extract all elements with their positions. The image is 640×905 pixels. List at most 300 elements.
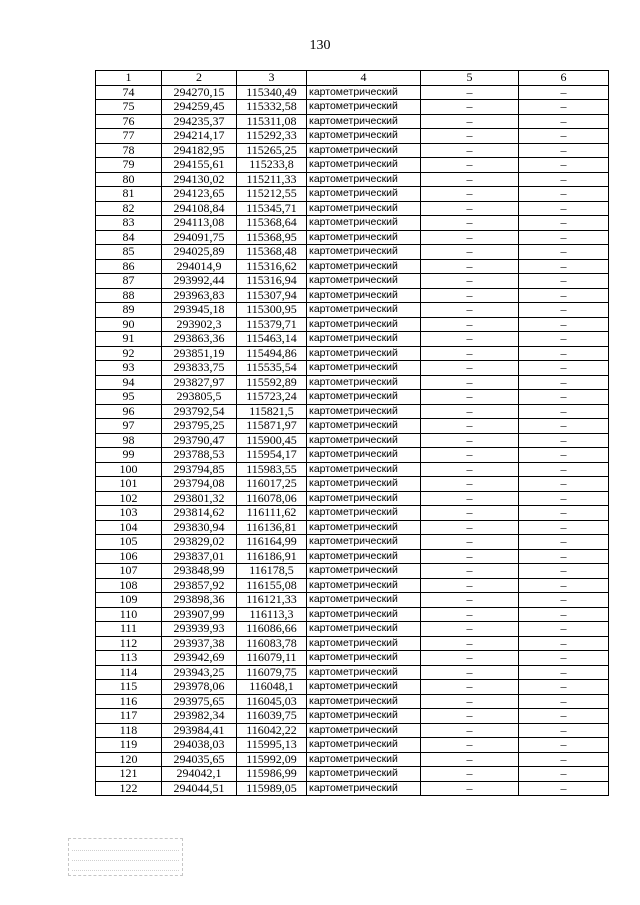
point-number-cell: 78 bbox=[96, 143, 162, 158]
method-cell: картометрический bbox=[307, 288, 421, 303]
col5-cell: – bbox=[421, 578, 519, 593]
col6-cell: – bbox=[519, 709, 609, 724]
x-coordinate-cell: 293978,06 bbox=[162, 680, 237, 695]
x-coordinate-cell: 294214,17 bbox=[162, 129, 237, 144]
y-coordinate-cell: 115340,49 bbox=[237, 85, 307, 100]
point-number-cell: 107 bbox=[96, 564, 162, 579]
table-row bbox=[96, 694, 609, 709]
col6-cell: – bbox=[519, 477, 609, 492]
y-coordinate-cell: 115316,94 bbox=[237, 274, 307, 289]
x-coordinate-cell: 294155,61 bbox=[162, 158, 237, 173]
y-coordinate-cell: 116042,22 bbox=[237, 723, 307, 738]
method-cell: картометрический bbox=[307, 448, 421, 463]
x-coordinate-cell: 294130,02 bbox=[162, 172, 237, 187]
col6-cell: – bbox=[519, 419, 609, 434]
table-row bbox=[96, 201, 609, 216]
x-coordinate-cell: 293794,85 bbox=[162, 462, 237, 477]
y-coordinate-cell: 115368,64 bbox=[237, 216, 307, 231]
method-cell: картометрический bbox=[307, 332, 421, 347]
x-coordinate-cell: 293945,18 bbox=[162, 303, 237, 318]
col5-cell: – bbox=[421, 448, 519, 463]
point-number-cell: 113 bbox=[96, 651, 162, 666]
method-cell: картометрический bbox=[307, 404, 421, 419]
table-row bbox=[96, 665, 609, 680]
x-coordinate-cell: 293830,94 bbox=[162, 520, 237, 535]
col5-cell: – bbox=[421, 375, 519, 390]
column-header-5: 5 bbox=[421, 71, 519, 86]
point-number-cell: 77 bbox=[96, 129, 162, 144]
x-coordinate-cell: 293898,36 bbox=[162, 593, 237, 608]
table-row bbox=[96, 535, 609, 550]
table-row bbox=[96, 448, 609, 463]
table-row bbox=[96, 100, 609, 115]
table-row bbox=[96, 375, 609, 390]
y-coordinate-cell: 115989,05 bbox=[237, 781, 307, 796]
y-coordinate-cell: 115233,8 bbox=[237, 158, 307, 173]
method-cell: картометрический bbox=[307, 767, 421, 782]
table-row bbox=[96, 390, 609, 405]
y-coordinate-cell: 116186,91 bbox=[237, 549, 307, 564]
y-coordinate-cell: 115821,5 bbox=[237, 404, 307, 419]
col5-cell: – bbox=[421, 752, 519, 767]
method-cell: картометрический bbox=[307, 578, 421, 593]
method-cell: картометрический bbox=[307, 665, 421, 680]
col5-cell: – bbox=[421, 129, 519, 144]
table-row bbox=[96, 332, 609, 347]
y-coordinate-cell: 115212,55 bbox=[237, 187, 307, 202]
x-coordinate-cell: 293984,41 bbox=[162, 723, 237, 738]
col5-cell: – bbox=[421, 245, 519, 260]
y-coordinate-cell: 116078,06 bbox=[237, 491, 307, 506]
col5-cell: – bbox=[421, 767, 519, 782]
y-coordinate-cell: 116164,99 bbox=[237, 535, 307, 550]
column-header-6: 6 bbox=[519, 71, 609, 86]
column-header-2: 2 bbox=[162, 71, 237, 86]
x-coordinate-cell: 293837,01 bbox=[162, 549, 237, 564]
col5-cell: – bbox=[421, 85, 519, 100]
col5-cell: – bbox=[421, 419, 519, 434]
table-row bbox=[96, 259, 609, 274]
table-row bbox=[96, 767, 609, 782]
point-number-cell: 89 bbox=[96, 303, 162, 318]
col5-cell: – bbox=[421, 332, 519, 347]
method-cell: картометрический bbox=[307, 346, 421, 361]
col6-cell: – bbox=[519, 491, 609, 506]
table-row bbox=[96, 419, 609, 434]
col5-cell: – bbox=[421, 100, 519, 115]
point-number-cell: 114 bbox=[96, 665, 162, 680]
col5-cell: – bbox=[421, 361, 519, 376]
col5-cell: – bbox=[421, 216, 519, 231]
method-cell: картометрический bbox=[307, 419, 421, 434]
y-coordinate-cell: 115368,95 bbox=[237, 230, 307, 245]
col5-cell: – bbox=[421, 491, 519, 506]
y-coordinate-cell: 115368,48 bbox=[237, 245, 307, 260]
method-cell: картометрический bbox=[307, 694, 421, 709]
point-number-cell: 115 bbox=[96, 680, 162, 695]
col6-cell: – bbox=[519, 158, 609, 173]
col6-cell: – bbox=[519, 781, 609, 796]
y-coordinate-cell: 116113,3 bbox=[237, 607, 307, 622]
point-number-cell: 120 bbox=[96, 752, 162, 767]
point-number-cell: 117 bbox=[96, 709, 162, 724]
x-coordinate-cell: 293857,92 bbox=[162, 578, 237, 593]
method-cell: картометрический bbox=[307, 158, 421, 173]
point-number-cell: 105 bbox=[96, 535, 162, 550]
method-cell: картометрический bbox=[307, 230, 421, 245]
point-number-cell: 95 bbox=[96, 390, 162, 405]
method-cell: картометрический bbox=[307, 375, 421, 390]
point-number-cell: 97 bbox=[96, 419, 162, 434]
y-coordinate-cell: 115494,86 bbox=[237, 346, 307, 361]
point-number-cell: 104 bbox=[96, 520, 162, 535]
col6-cell: – bbox=[519, 593, 609, 608]
table-row bbox=[96, 158, 609, 173]
col5-cell: – bbox=[421, 259, 519, 274]
col6-cell: – bbox=[519, 462, 609, 477]
x-coordinate-cell: 293943,25 bbox=[162, 665, 237, 680]
col6-cell: – bbox=[519, 317, 609, 332]
x-coordinate-cell: 293848,99 bbox=[162, 564, 237, 579]
table-row bbox=[96, 593, 609, 608]
y-coordinate-cell: 116017,25 bbox=[237, 477, 307, 492]
col5-cell: – bbox=[421, 520, 519, 535]
method-cell: картометрический bbox=[307, 143, 421, 158]
col5-cell: – bbox=[421, 158, 519, 173]
x-coordinate-cell: 293833,75 bbox=[162, 361, 237, 376]
table-row bbox=[96, 172, 609, 187]
table-row bbox=[96, 245, 609, 260]
y-coordinate-cell: 116079,11 bbox=[237, 651, 307, 666]
col6-cell: – bbox=[519, 607, 609, 622]
coordinates-table bbox=[95, 70, 609, 796]
method-cell: картометрический bbox=[307, 506, 421, 521]
col6-cell: – bbox=[519, 564, 609, 579]
col5-cell: – bbox=[421, 622, 519, 637]
method-cell: картометрический bbox=[307, 390, 421, 405]
method-cell: картометрический bbox=[307, 781, 421, 796]
x-coordinate-cell: 294091,75 bbox=[162, 230, 237, 245]
point-number-cell: 81 bbox=[96, 187, 162, 202]
point-number-cell: 103 bbox=[96, 506, 162, 521]
col6-cell: – bbox=[519, 346, 609, 361]
y-coordinate-cell: 115871,97 bbox=[237, 419, 307, 434]
y-coordinate-cell: 115992,09 bbox=[237, 752, 307, 767]
y-coordinate-cell: 115592,89 bbox=[237, 375, 307, 390]
y-coordinate-cell: 115307,94 bbox=[237, 288, 307, 303]
col6-cell: – bbox=[519, 375, 609, 390]
x-coordinate-cell: 293963,83 bbox=[162, 288, 237, 303]
x-coordinate-cell: 294235,37 bbox=[162, 114, 237, 129]
table-row bbox=[96, 738, 609, 753]
method-cell: картометрический bbox=[307, 317, 421, 332]
table-row bbox=[96, 709, 609, 724]
point-number-cell: 116 bbox=[96, 694, 162, 709]
col6-cell: – bbox=[519, 274, 609, 289]
table-row bbox=[96, 129, 609, 144]
method-cell: картометрический bbox=[307, 361, 421, 376]
col6-cell: – bbox=[519, 636, 609, 651]
col6-cell: – bbox=[519, 665, 609, 680]
point-number-cell: 84 bbox=[96, 230, 162, 245]
table-row bbox=[96, 549, 609, 564]
table-row bbox=[96, 752, 609, 767]
x-coordinate-cell: 293982,34 bbox=[162, 709, 237, 724]
table-row bbox=[96, 491, 609, 506]
table-row bbox=[96, 317, 609, 332]
table-body bbox=[96, 85, 609, 796]
table-row bbox=[96, 404, 609, 419]
method-cell: картометрический bbox=[307, 129, 421, 144]
col6-cell: – bbox=[519, 129, 609, 144]
col5-cell: – bbox=[421, 738, 519, 753]
point-number-cell: 101 bbox=[96, 477, 162, 492]
point-number-cell: 119 bbox=[96, 738, 162, 753]
y-coordinate-cell: 116079,75 bbox=[237, 665, 307, 680]
point-number-cell: 99 bbox=[96, 448, 162, 463]
method-cell: картометрический bbox=[307, 607, 421, 622]
method-cell: картометрический bbox=[307, 85, 421, 100]
method-cell: картометрический bbox=[307, 216, 421, 231]
y-coordinate-cell: 115995,13 bbox=[237, 738, 307, 753]
x-coordinate-cell: 294182,95 bbox=[162, 143, 237, 158]
x-coordinate-cell: 293939,93 bbox=[162, 622, 237, 637]
col5-cell: – bbox=[421, 607, 519, 622]
col6-cell: – bbox=[519, 216, 609, 231]
x-coordinate-cell: 293937,38 bbox=[162, 636, 237, 651]
col5-cell: – bbox=[421, 694, 519, 709]
method-cell: картометрический bbox=[307, 680, 421, 695]
col5-cell: – bbox=[421, 462, 519, 477]
x-coordinate-cell: 293902,3 bbox=[162, 317, 237, 332]
method-cell: картометрический bbox=[307, 433, 421, 448]
y-coordinate-cell: 116045,03 bbox=[237, 694, 307, 709]
col6-cell: – bbox=[519, 651, 609, 666]
x-coordinate-cell: 293788,53 bbox=[162, 448, 237, 463]
table-row bbox=[96, 578, 609, 593]
y-coordinate-cell: 116155,08 bbox=[237, 578, 307, 593]
point-number-cell: 90 bbox=[96, 317, 162, 332]
col5-cell: – bbox=[421, 390, 519, 405]
x-coordinate-cell: 294025,89 bbox=[162, 245, 237, 260]
point-number-cell: 74 bbox=[96, 85, 162, 100]
x-coordinate-cell: 293801,32 bbox=[162, 491, 237, 506]
x-coordinate-cell: 294259,45 bbox=[162, 100, 237, 115]
col6-cell: – bbox=[519, 404, 609, 419]
col5-cell: – bbox=[421, 433, 519, 448]
col6-cell: – bbox=[519, 433, 609, 448]
table-row bbox=[96, 303, 609, 318]
method-cell: картометрический bbox=[307, 738, 421, 753]
col5-cell: – bbox=[421, 303, 519, 318]
x-coordinate-cell: 293975,65 bbox=[162, 694, 237, 709]
y-coordinate-cell: 115900,45 bbox=[237, 433, 307, 448]
col5-cell: – bbox=[421, 651, 519, 666]
col5-cell: – bbox=[421, 230, 519, 245]
y-coordinate-cell: 116048,1 bbox=[237, 680, 307, 695]
col5-cell: – bbox=[421, 636, 519, 651]
col6-cell: – bbox=[519, 259, 609, 274]
method-cell: картометрический bbox=[307, 723, 421, 738]
y-coordinate-cell: 115332,58 bbox=[237, 100, 307, 115]
point-number-cell: 110 bbox=[96, 607, 162, 622]
table-row bbox=[96, 143, 609, 158]
method-cell: картометрический bbox=[307, 535, 421, 550]
y-coordinate-cell: 116111,62 bbox=[237, 506, 307, 521]
point-number-cell: 102 bbox=[96, 491, 162, 506]
table-row bbox=[96, 781, 609, 796]
y-coordinate-cell: 115535,54 bbox=[237, 361, 307, 376]
col5-cell: – bbox=[421, 680, 519, 695]
y-coordinate-cell: 115292,33 bbox=[237, 129, 307, 144]
y-coordinate-cell: 115379,71 bbox=[237, 317, 307, 332]
x-coordinate-cell: 293794,08 bbox=[162, 477, 237, 492]
col5-cell: – bbox=[421, 593, 519, 608]
col6-cell: – bbox=[519, 187, 609, 202]
point-number-cell: 82 bbox=[96, 201, 162, 216]
x-coordinate-cell: 293827,97 bbox=[162, 375, 237, 390]
x-coordinate-cell: 293790,47 bbox=[162, 433, 237, 448]
col6-cell: – bbox=[519, 85, 609, 100]
method-cell: картометрический bbox=[307, 564, 421, 579]
point-number-cell: 93 bbox=[96, 361, 162, 376]
table-row bbox=[96, 622, 609, 637]
method-cell: картометрический bbox=[307, 636, 421, 651]
table-row bbox=[96, 651, 609, 666]
point-number-cell: 75 bbox=[96, 100, 162, 115]
x-coordinate-cell: 293863,36 bbox=[162, 332, 237, 347]
x-coordinate-cell: 294123,65 bbox=[162, 187, 237, 202]
col6-cell: – bbox=[519, 506, 609, 521]
table-row bbox=[96, 433, 609, 448]
method-cell: картометрический bbox=[307, 593, 421, 608]
col6-cell: – bbox=[519, 114, 609, 129]
table-row bbox=[96, 216, 609, 231]
point-number-cell: 98 bbox=[96, 433, 162, 448]
x-coordinate-cell: 294035,65 bbox=[162, 752, 237, 767]
method-cell: картометрический bbox=[307, 752, 421, 767]
col6-cell: – bbox=[519, 172, 609, 187]
col5-cell: – bbox=[421, 549, 519, 564]
point-number-cell: 122 bbox=[96, 781, 162, 796]
y-coordinate-cell: 115463,14 bbox=[237, 332, 307, 347]
table-row bbox=[96, 187, 609, 202]
x-coordinate-cell: 294014,9 bbox=[162, 259, 237, 274]
x-coordinate-cell: 294108,84 bbox=[162, 201, 237, 216]
method-cell: картометрический bbox=[307, 622, 421, 637]
col5-cell: – bbox=[421, 723, 519, 738]
y-coordinate-cell: 116136,81 bbox=[237, 520, 307, 535]
x-coordinate-cell: 293851,19 bbox=[162, 346, 237, 361]
y-coordinate-cell: 115345,71 bbox=[237, 201, 307, 216]
column-header-3: 3 bbox=[237, 71, 307, 86]
point-number-cell: 83 bbox=[96, 216, 162, 231]
col6-cell: – bbox=[519, 549, 609, 564]
col5-cell: – bbox=[421, 274, 519, 289]
table-row bbox=[96, 361, 609, 376]
method-cell: картометрический bbox=[307, 187, 421, 202]
col5-cell: – bbox=[421, 709, 519, 724]
table-row bbox=[96, 274, 609, 289]
y-coordinate-cell: 116083,78 bbox=[237, 636, 307, 651]
x-coordinate-cell: 294270,15 bbox=[162, 85, 237, 100]
point-number-cell: 100 bbox=[96, 462, 162, 477]
col5-cell: – bbox=[421, 346, 519, 361]
x-coordinate-cell: 293814,62 bbox=[162, 506, 237, 521]
table-header-row bbox=[96, 71, 609, 86]
col5-cell: – bbox=[421, 535, 519, 550]
table-row bbox=[96, 477, 609, 492]
point-number-cell: 79 bbox=[96, 158, 162, 173]
col6-cell: – bbox=[519, 100, 609, 115]
col6-cell: – bbox=[519, 245, 609, 260]
col6-cell: – bbox=[519, 723, 609, 738]
col5-cell: – bbox=[421, 114, 519, 129]
col5-cell: – bbox=[421, 317, 519, 332]
col5-cell: – bbox=[421, 404, 519, 419]
col6-cell: – bbox=[519, 680, 609, 695]
x-coordinate-cell: 293805,5 bbox=[162, 390, 237, 405]
y-coordinate-cell: 115954,17 bbox=[237, 448, 307, 463]
point-number-cell: 80 bbox=[96, 172, 162, 187]
col5-cell: – bbox=[421, 201, 519, 216]
method-cell: картометрический bbox=[307, 172, 421, 187]
point-number-cell: 88 bbox=[96, 288, 162, 303]
y-coordinate-cell: 116086,66 bbox=[237, 622, 307, 637]
method-cell: картометрический bbox=[307, 245, 421, 260]
x-coordinate-cell: 293907,99 bbox=[162, 607, 237, 622]
point-number-cell: 118 bbox=[96, 723, 162, 738]
method-cell: картометрический bbox=[307, 462, 421, 477]
table-row bbox=[96, 114, 609, 129]
col6-cell: – bbox=[519, 303, 609, 318]
method-cell: картометрический bbox=[307, 274, 421, 289]
point-number-cell: 109 bbox=[96, 593, 162, 608]
col6-cell: – bbox=[519, 694, 609, 709]
col6-cell: – bbox=[519, 361, 609, 376]
method-cell: картометрический bbox=[307, 520, 421, 535]
col5-cell: – bbox=[421, 172, 519, 187]
column-header-1: 1 bbox=[96, 71, 162, 86]
col6-cell: – bbox=[519, 622, 609, 637]
x-coordinate-cell: 293792,54 bbox=[162, 404, 237, 419]
point-number-cell: 86 bbox=[96, 259, 162, 274]
point-number-cell: 94 bbox=[96, 375, 162, 390]
col6-cell: – bbox=[519, 143, 609, 158]
point-number-cell: 87 bbox=[96, 274, 162, 289]
col6-cell: – bbox=[519, 230, 609, 245]
table-row bbox=[96, 636, 609, 651]
method-cell: картометрический bbox=[307, 477, 421, 492]
point-number-cell: 112 bbox=[96, 636, 162, 651]
table-row bbox=[96, 462, 609, 477]
col5-cell: – bbox=[421, 187, 519, 202]
col6-cell: – bbox=[519, 390, 609, 405]
x-coordinate-cell: 293829,02 bbox=[162, 535, 237, 550]
y-coordinate-cell: 116121,33 bbox=[237, 593, 307, 608]
y-coordinate-cell: 115311,08 bbox=[237, 114, 307, 129]
page-number: 130 bbox=[309, 38, 331, 53]
table-row bbox=[96, 288, 609, 303]
table-row bbox=[96, 680, 609, 695]
col6-cell: – bbox=[519, 448, 609, 463]
y-coordinate-cell: 116178,5 bbox=[237, 564, 307, 579]
y-coordinate-cell: 116039,75 bbox=[237, 709, 307, 724]
point-number-cell: 92 bbox=[96, 346, 162, 361]
faded-stamp bbox=[68, 838, 183, 876]
point-number-cell: 96 bbox=[96, 404, 162, 419]
method-cell: картометрический bbox=[307, 259, 421, 274]
